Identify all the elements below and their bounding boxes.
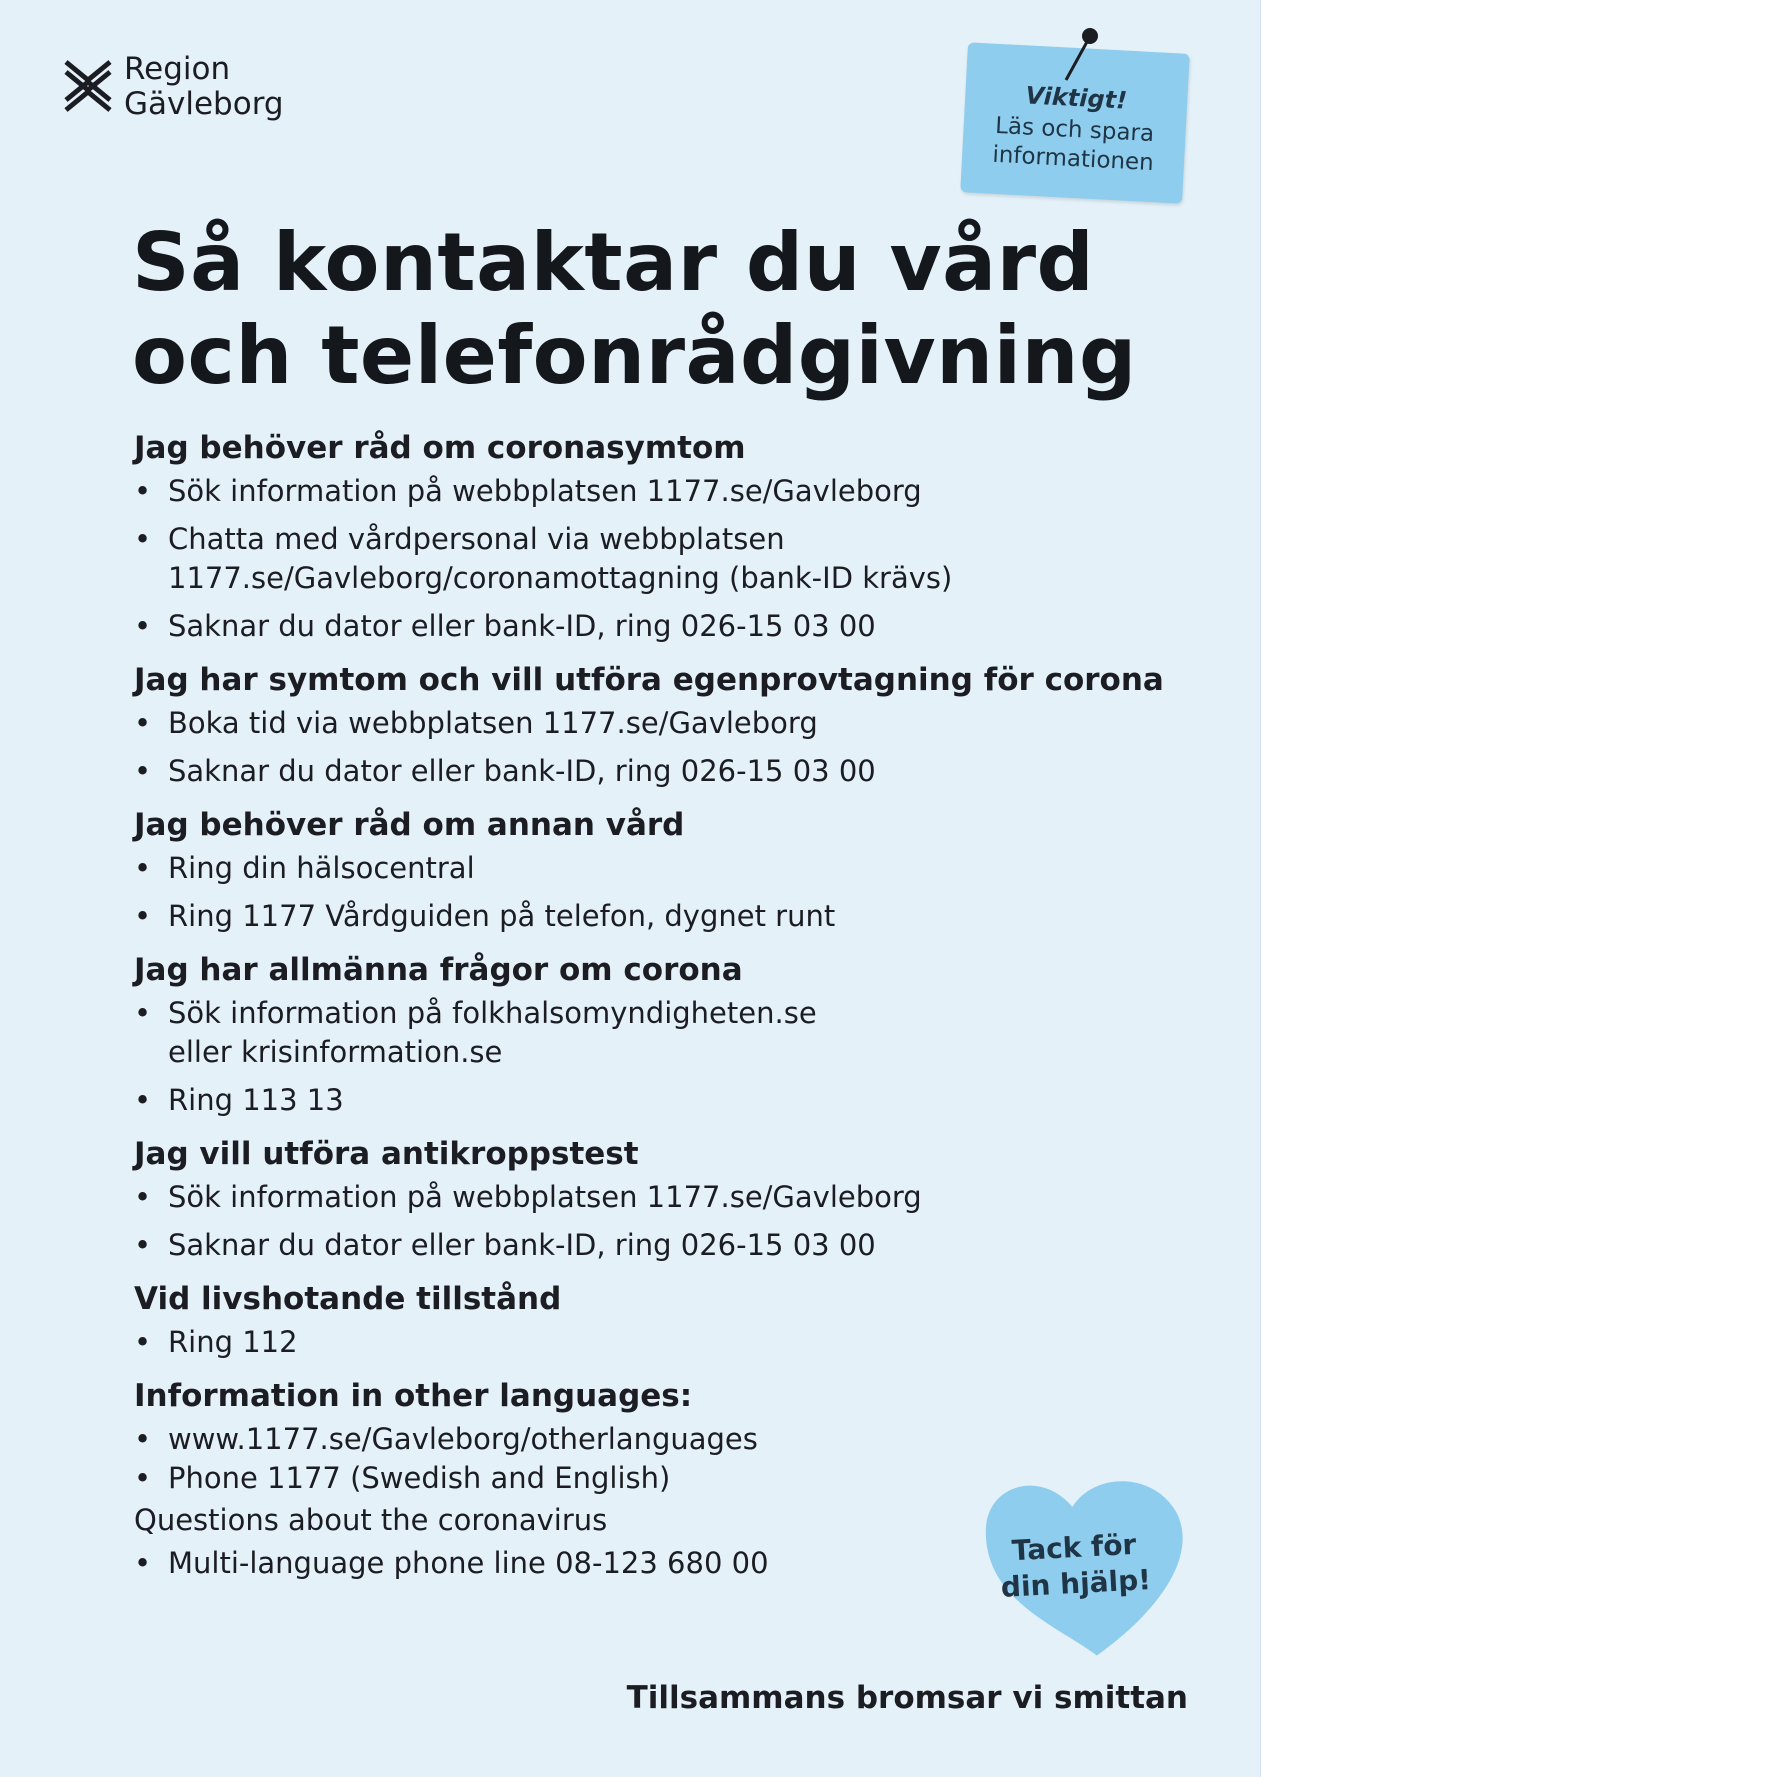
note-heading: Viktigt! bbox=[1024, 81, 1128, 115]
section-heading: Jag behöver råd om annan vård bbox=[134, 807, 685, 843]
logo-text bbox=[124, 52, 284, 122]
section-coronasymtom bbox=[134, 428, 1144, 646]
section-heading: Vid livshotande tillstånd bbox=[134, 1281, 562, 1317]
item-list bbox=[134, 994, 1144, 1120]
list-item: • Saknar du dator eller bank-ID, ring 026-15 03 00 bbox=[134, 607, 1144, 646]
list-item: • Ring 1177 Vårdguiden på telefon, dygnet runt bbox=[134, 897, 1144, 936]
section-heading: Jag har allmänna frågor om corona bbox=[134, 952, 743, 988]
pin-icon bbox=[1056, 22, 1106, 86]
list-item: • Saknar du dator eller bank-ID, ring 026-15 03 00 bbox=[134, 1226, 1144, 1265]
item-list bbox=[134, 1178, 1144, 1265]
item-list bbox=[134, 704, 1144, 791]
page-title: Så kontaktar du vård och telefonrådgivning bbox=[132, 216, 1137, 402]
list-item: • Sök information på webbplatsen 1177.se/Gavleborg bbox=[134, 472, 1144, 511]
list-item: • www.1177.se/Gavleborg/otherlanguages bbox=[134, 1420, 1144, 1459]
section-livshotande bbox=[134, 1279, 1144, 1362]
section-heading: Jag behöver råd om coronasymtom bbox=[134, 430, 746, 466]
list-item: • Ring 113 13 bbox=[134, 1081, 1144, 1120]
list-item: • Chatta med vårdpersonal via webbplatsen 1177.se/Gavleborg/coronamottagning (bank-ID krävs) bbox=[134, 520, 1144, 598]
item-list bbox=[134, 849, 1144, 936]
section-heading: Jag vill utföra antikroppstest bbox=[134, 1136, 639, 1172]
section-antikroppstest bbox=[134, 1134, 1144, 1265]
coronavirus-questions-label: Questions about the coronavirus bbox=[134, 1503, 608, 1537]
list-item: • Phone 1177 (Swedish and English) bbox=[134, 1459, 1144, 1498]
list-item: • Ring din hälsocentral bbox=[134, 849, 1144, 888]
list-item: • Sök information på webbplatsen 1177.se/Gavleborg bbox=[134, 1178, 1144, 1217]
list-item: • Saknar du dator eller bank-ID, ring 026-15 03 00 bbox=[134, 752, 1144, 791]
section-heading: Jag har symtom och vill utföra egenprovtagning för corona bbox=[134, 662, 1164, 698]
item-list bbox=[134, 472, 1144, 646]
logo-line-2: Gävleborg bbox=[124, 86, 284, 122]
list-item: • Sök information på folkhalsomyndigheten.se eller krisinformation.se bbox=[134, 994, 1144, 1072]
footer-slogan: Tillsammans bromsar vi smittan bbox=[626, 1680, 1188, 1716]
section-egenprovtagning bbox=[134, 660, 1164, 791]
region-logo-icon bbox=[64, 58, 112, 114]
note-body: Läs och spara informationen bbox=[991, 112, 1155, 177]
content bbox=[134, 428, 1164, 1597]
section-annan-vard bbox=[134, 805, 1144, 936]
item-list bbox=[134, 1323, 1144, 1362]
logo-line-1: Region bbox=[124, 51, 231, 87]
list-item: • Multi-language phone line 08-123 680 00 bbox=[134, 1544, 1144, 1583]
heart-text: Tack för din hjälp! bbox=[1000, 1527, 1152, 1604]
list-item: • Boka tid via webbplatsen 1177.se/Gavleborg bbox=[134, 704, 1144, 743]
list-item: • Ring 112 bbox=[134, 1323, 1144, 1362]
section-heading: Information in other languages: bbox=[134, 1378, 693, 1414]
section-allmanna-fragor bbox=[134, 950, 1144, 1120]
